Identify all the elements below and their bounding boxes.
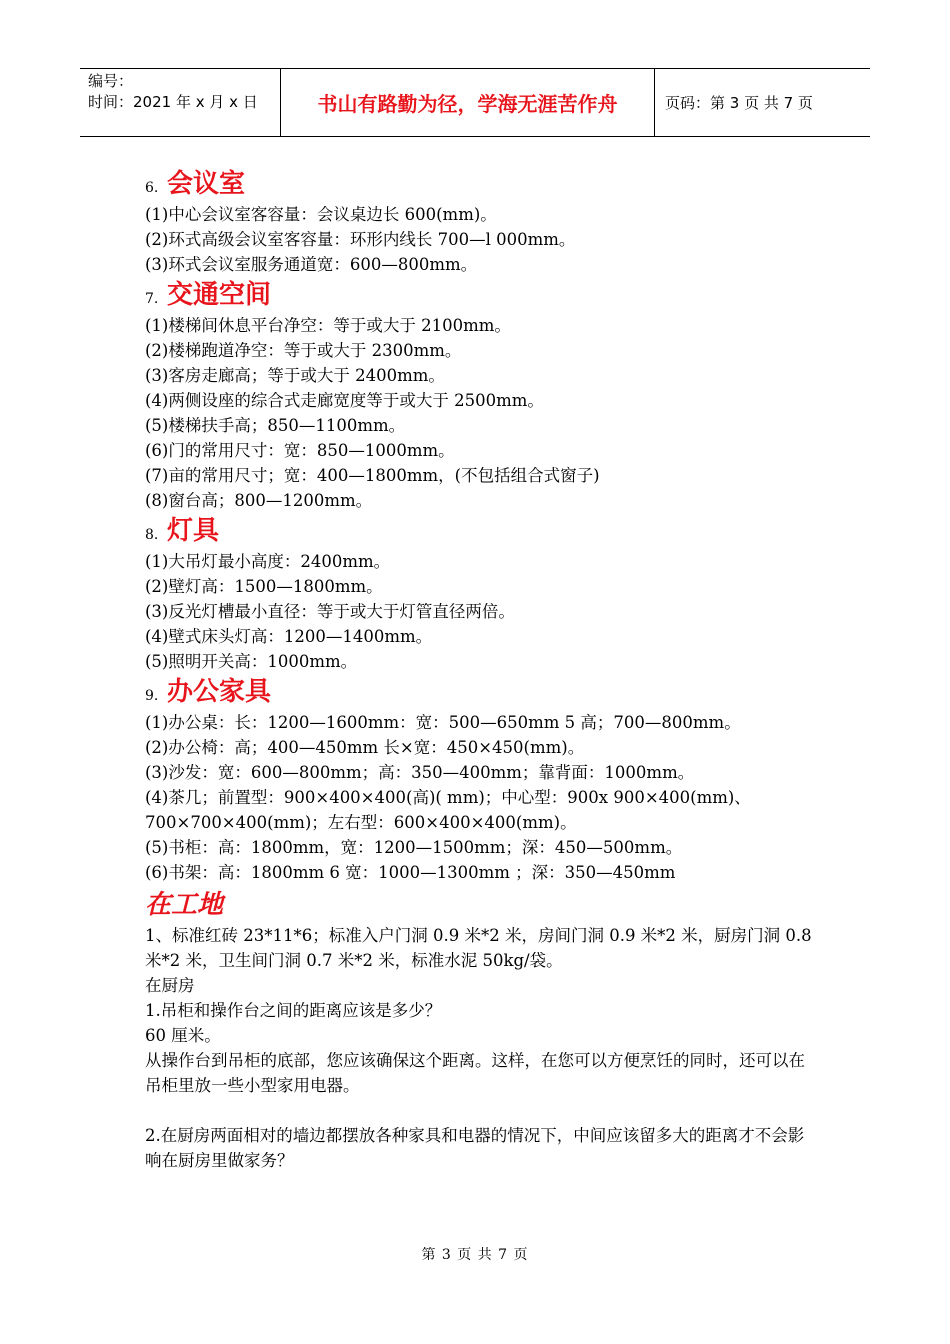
list-item: (1)大吊灯最小高度：2400mm。 bbox=[145, 552, 391, 571]
list-item: (5)书柜：高：1800mm，宽：1200—1500mm；深：450—500mm。 bbox=[145, 838, 683, 857]
number-label: 编号： bbox=[88, 72, 134, 90]
list-item: (2)环式高级会议室客容量：环形内线长 700—l 000mm。 bbox=[145, 230, 576, 249]
list-item: (2)楼梯跑道净空：等于或大于 2300mm。 bbox=[145, 341, 462, 360]
page-footer: 第 3 页 共 7 页 bbox=[421, 1247, 529, 1263]
header-page-info: 页码：第 3 页 共 7 页 bbox=[665, 94, 813, 112]
section-number: 6. bbox=[145, 180, 159, 196]
list-item: 700×700×400(mm)；左右型：600×400×400(mm)。 bbox=[145, 813, 577, 832]
list-item: (8)窗台高；800—1200mm。 bbox=[145, 491, 373, 510]
list-item: (1)中心会议室客容量：会议桌边长 600(mm)。 bbox=[145, 205, 497, 224]
answer-1: 60 厘米。 bbox=[145, 1026, 221, 1045]
list-item: (3)环式会议室服务通道宽：600—800mm。 bbox=[145, 255, 478, 274]
question-1: 1.吊柜和操作台之间的距离应该是多少？ bbox=[145, 1001, 442, 1020]
list-item: (1)办公桌：长：1200—1600mm：宽：500—650mm 5 高；700—800mm。 bbox=[145, 713, 741, 732]
list-item: (5)照明开关高：1000mm。 bbox=[145, 652, 358, 671]
site-section-title: 在工地 bbox=[145, 890, 224, 920]
list-item: (4)壁式床头灯高：1200—1400mm。 bbox=[145, 627, 433, 646]
list-item: (6)门的常用尺寸：宽：850—1000mm。 bbox=[145, 441, 455, 460]
list-item: (4)茶几；前置型：900×400×400(高)( mm)；中心型：900x 900×400(mm)、 bbox=[145, 788, 751, 807]
header-motto: 书山有路勤为径，学海无涯苦作舟 bbox=[281, 69, 655, 136]
list-item: (6)书架：高：1800mm 6 宽：1000—1300mm ；深：350—450mm bbox=[145, 863, 676, 882]
question-2: 2.在厨房两面相对的墙边都摆放各种家具和电器的情况下，中间应该留多大的距离才不会影响在厨房里做家务？ bbox=[145, 1126, 805, 1170]
list-item: (2)办公椅：高；400—450mm 长×宽：450×450(mm)。 bbox=[145, 738, 585, 757]
list-item: (1)楼梯间休息平台净空：等于或大于 2100mm。 bbox=[145, 316, 511, 335]
paragraph-gap bbox=[145, 1098, 815, 1123]
list-item: (3)沙发：宽：600—800mm；高：350—400mm；靠背面：1000mm。 bbox=[145, 763, 695, 782]
section-heading bbox=[145, 277, 815, 313]
list-item: (5)楼梯扶手高；850—1100mm。 bbox=[145, 416, 406, 435]
section-title: 办公家具 bbox=[167, 677, 272, 707]
list-item: (3)客房走廊高；等于或大于 2400mm。 bbox=[145, 366, 445, 385]
list-item: (3)反光灯槽最小直径：等于或大于灯管直径两倍。 bbox=[145, 602, 515, 621]
section-heading bbox=[145, 513, 815, 549]
section-title: 灯具 bbox=[167, 516, 220, 546]
time-label: 时间：2021 年 x 月 x 日 bbox=[88, 93, 258, 111]
section-title: 会议室 bbox=[167, 169, 246, 199]
section-number: 7. bbox=[145, 291, 159, 307]
header-meta bbox=[80, 69, 281, 136]
kitchen-label: 在厨房 bbox=[145, 976, 195, 995]
answer-1-detail: 从操作台到吊柜的底部，您应该确保这个距离。这样，在您可以方便烹饪的同时，还可以在吊柜里放一些小型家用电器。 bbox=[145, 1051, 805, 1095]
list-item: (2)壁灯高：1500—1800mm。 bbox=[145, 577, 383, 596]
page-header bbox=[80, 68, 870, 137]
section-heading bbox=[145, 674, 815, 710]
list-item: (7)亩的常用尺寸；宽：400—1800mm，(不包括组合式窗子) bbox=[145, 466, 600, 485]
list-item: (4)两侧设座的综合式走廊宽度等于或大于 2500mm。 bbox=[145, 391, 544, 410]
document-body bbox=[145, 166, 815, 1173]
section-number: 8. bbox=[145, 527, 159, 543]
site-paragraph: 1、标准红砖 23*11*6；标准入户门洞 0.9 米*2 米，房间门洞 0.9 米*2 米，厨房门洞 0.8 米*2 米，卫生间门洞 0.7 米*2 米，标准水泥 50kg/袋。 bbox=[145, 926, 812, 970]
section-title: 交通空间 bbox=[167, 280, 272, 310]
section-number: 9. bbox=[145, 688, 159, 704]
section-heading bbox=[145, 166, 815, 202]
